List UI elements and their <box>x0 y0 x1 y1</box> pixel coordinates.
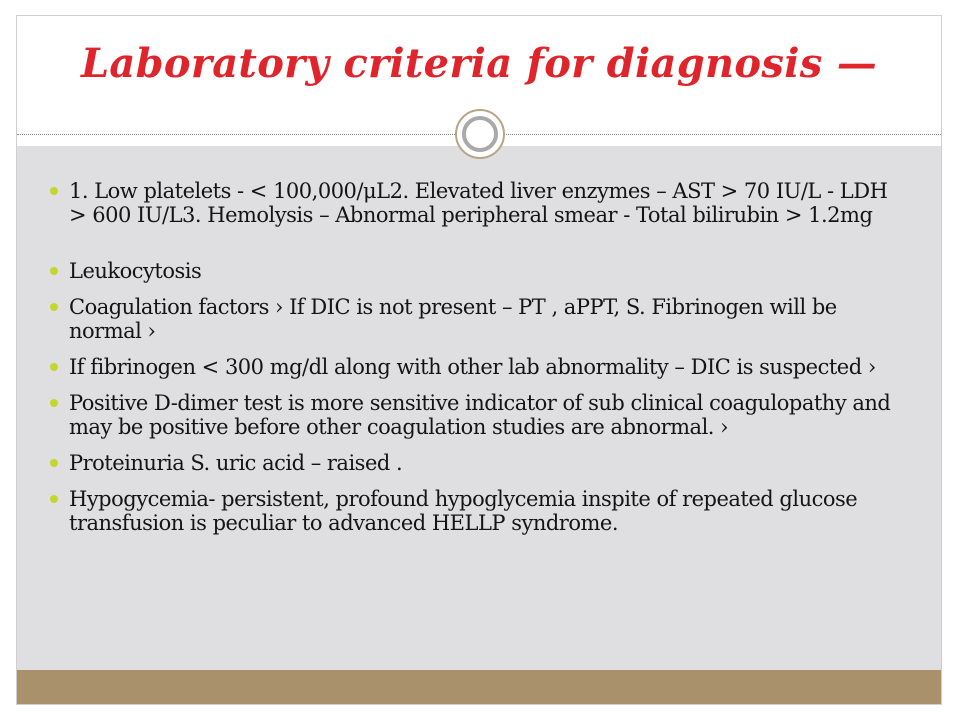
bullet-item <box>69 355 897 379</box>
bullet-dot-icon <box>50 303 58 311</box>
bullet-text: Proteinuria S. uric acid – raised . <box>69 451 403 475</box>
circle-ornament-icon <box>455 109 505 159</box>
bullet-dot-icon <box>50 495 58 503</box>
bullet-item <box>69 451 897 475</box>
bullet-text: If fibrinogen < 300 mg/dl along with other lab abnormality – DIC is suspected › <box>69 355 876 379</box>
bullet-item <box>69 259 897 283</box>
circle-ornament-inner <box>462 116 498 152</box>
bullet-dot-icon <box>50 363 58 371</box>
bullet-text: Positive D-dimer test is more sensitive indicator of sub clinical coagulopathy and may be positive before other coagulation studies are abnormal. › <box>69 391 891 439</box>
content-panel <box>17 146 941 670</box>
footer-bar <box>17 670 941 704</box>
bullet-item <box>69 391 897 439</box>
bullet-text: Hypogycemia- persistent, profound hypoglycemia inspite of repeated glucose transfusion is peculiar to advanced HELLP syndrome. <box>69 487 858 535</box>
slide <box>16 15 942 705</box>
bullet-dot-icon <box>50 187 58 195</box>
slide-title: Laboratory criteria for diagnosis — <box>80 40 878 87</box>
bullet-list <box>69 179 897 547</box>
bullet-dot-icon <box>50 459 58 467</box>
bullet-text: Coagulation factors › If DIC is not present – PT , aPPT, S. Fibrinogen will be normal › <box>69 295 837 343</box>
bullet-item <box>69 295 897 343</box>
bullet-dot-icon <box>50 267 58 275</box>
bullet-item <box>69 179 897 227</box>
bullet-item <box>69 487 897 535</box>
bullet-text: 1. Low platelets - < 100,000/μL2. Elevated liver enzymes – AST > 70 IU/L - LDH > 600 IU/L3. Hemolysis – Abnormal peripheral smear - Total bilirubin > 1.2mg <box>69 179 888 227</box>
bullet-text: Leukocytosis <box>69 259 202 283</box>
bullet-dot-icon <box>50 399 58 407</box>
